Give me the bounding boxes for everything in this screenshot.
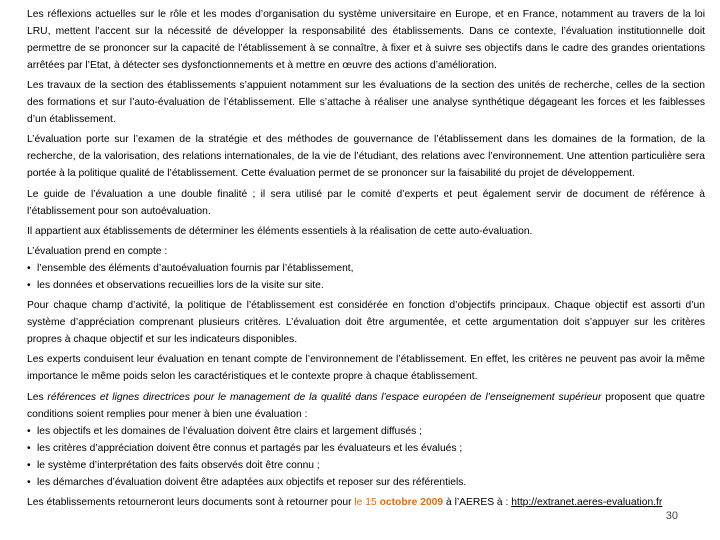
bullet-icon: • (27, 425, 31, 437)
document-body (27, 6, 705, 514)
aeres-extranet-link[interactable]: http://extranet.aeres-evaluation.fr (511, 496, 663, 508)
paragraph-establishment-role: Il appartient aux établissements de déterminer les éléments essentiels à la réalisation de cette auto-évaluation. (27, 225, 533, 237)
list-item: • l’ensemble des éléments d’autoévaluation fournis par l’établissement, (27, 260, 705, 277)
list-item: • les critères d’appréciation doivent être connus et partagés par les évaluateurs et les évalués ; (27, 440, 705, 457)
deadline-date: le 15 octobre 2009 (354, 496, 444, 508)
references-title: références et lignes directrices pour le management de la qualité dans l’espace européen de l’enseignement supérieur (47, 391, 602, 403)
inputs-intro: L’évaluation prend en compte : (27, 245, 168, 257)
paragraph-evaluation-inputs (27, 243, 705, 294)
paragraph-quality-conditions: Les références et lignes directrices pour le management de la qualité dans l’espace européen de l’enseignement supérieur proposent que quatre conditions soient remplies pour mener à bien une évaluation : • les objectifs et les domaines de l’évaluation doivent être clairs et largement diffusés ; • les critères d’appréciation doivent être connus et partagés par les évaluateurs et les évalués ; • le système d’interprétation des faits observés doit être connu ; • les démarches d’évaluation doivent être adaptées aux objectifs et reposer sur des référentiels. (27, 389, 705, 491)
list-item: • les objectifs et les domaines de l’évaluation doivent être clairs et largement diffusés ; (27, 423, 705, 440)
page-number: 30 (665, 510, 678, 522)
paragraph-return-instructions: Les établissements retourneront leurs documents sont à retourner pour le 15 octobre 2009 à l’AERES à : http://extranet.aeres-evaluation.fr (27, 496, 663, 508)
paragraph-section-works: Les travaux de la section des établissements s’appuient notamment sur les évaluations de la section des unités de recherche, celles de la section des formations et sur l’auto-évaluation de l’établissement. Elle s’attache à réaliser une analyse synthétique dégageant les forces et les faiblesses d’un établissement. (27, 80, 705, 126)
bullet-icon: • (27, 262, 31, 274)
list-item: • le système d’interprétation des faits observés doit être connu ; (27, 457, 705, 474)
paragraph-evaluation-scope: L’évaluation porte sur l’examen de la stratégie et des méthodes de gouvernance de l’établissement dans les domaines de la formation, de la recherche, de la valorisation, des relations internationales, de la vie de l’étudiant, des relations avec l’environnement. Une attention particulière sera portée à la politique qualité de l’établissement. Cette évaluation permet de se prononcer sur la faisabilité du projet de développement. (27, 134, 705, 180)
bullet-icon: • (27, 459, 31, 471)
bullet-icon: • (27, 442, 31, 454)
paragraph-objectives: Pour chaque champ d’activité, la politique de l’établissement est considérée en fonction d’objectifs principaux. Chaque objectif est assorti d’un système d’appréciation comprenant plusieurs critères. L’évaluation doit être argumentée, et cette argumentation doit s’appuyer sur les critères propres à chaque objectif et sur les indicateurs disponibles. (27, 300, 705, 346)
paragraph-lru-context: Les réflexions actuelles sur le rôle et les modes d’organisation du système universitaire en Europe, et en France, notamment au travers de la loi LRU, mettent l’accent sur la nécessité de développer la responsabilité des établissements. Dans ce contexte, l’évaluation institutionnelle doit permettre de se prononcer sur la capacité de l’établissement à se connaître, à fixer et à suivre ses objectifs dans le cadre des grandes orientations arrêtées par l’Etat, à détecter ses dysfonctionnements et à mettre en œuvre des actions d’amélioration. (27, 9, 705, 71)
bullet-icon: • (27, 279, 31, 291)
paragraph-guide-purpose: Le guide de l’évaluation a une double finalité ; il sera utilisé par le comité d’experts et peut également servir de document de référence à l’établissement pour son autoévaluation. (27, 188, 705, 217)
list-item: • les données et observations recueillies lors de la visite sur site. (27, 277, 705, 294)
list-item: • les démarches d’évaluation doivent être adaptées aux objectifs et reposer sur des référentiels. (27, 474, 705, 491)
bullet-icon: • (27, 476, 31, 488)
paragraph-experts-context: Les experts conduisent leur évaluation en tenant compte de l’environnement de l’établissement. En effet, les critères ne peuvent pas avoir la même importance le même poids selon les caractéristiques et le contexte propre à chaque établissement. (27, 354, 705, 383)
